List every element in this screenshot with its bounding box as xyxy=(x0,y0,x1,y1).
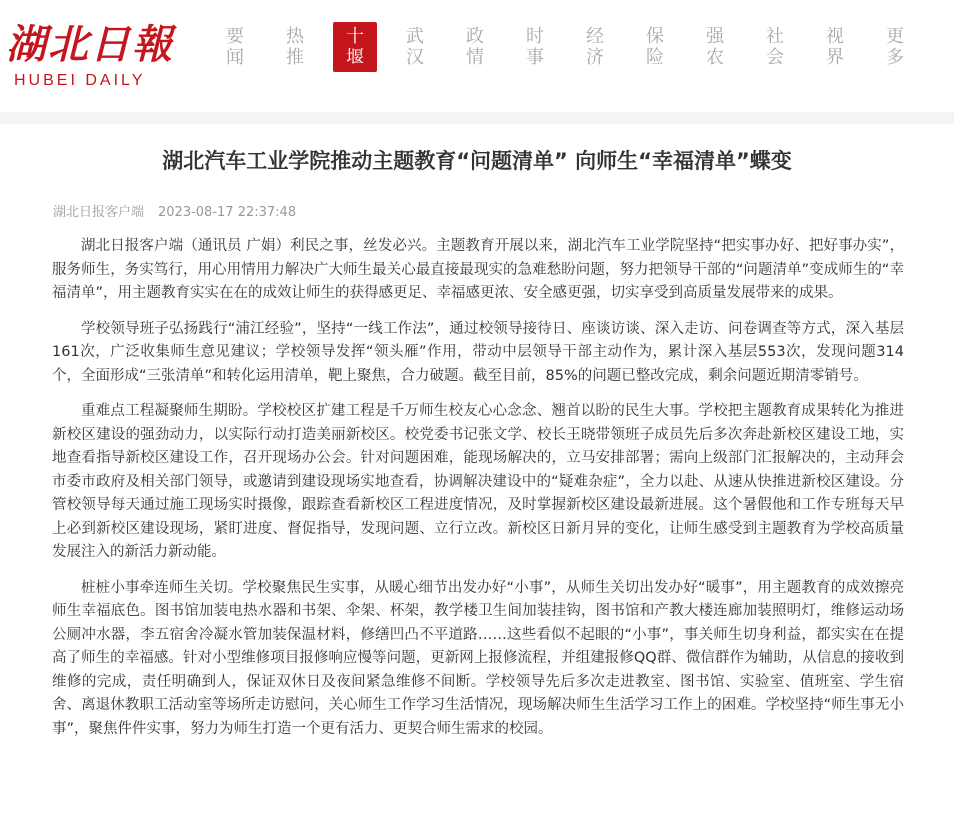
logo-english-text: HUBEI DAILY xyxy=(14,72,146,89)
nav-item-retui[interactable]: 热 推 xyxy=(286,26,304,68)
nav-item-shishi[interactable]: 时 事 xyxy=(526,26,544,68)
nav-item-shiyan[interactable]: 十 堰 xyxy=(333,22,377,72)
nav-item-zhengqing[interactable]: 政 情 xyxy=(466,26,484,68)
nav-item-yaowen[interactable]: 要 闻 xyxy=(226,26,244,68)
article-paragraph: 桩桩小事牵连师生关切。学校聚焦民生实事，从暖心细节出发办好“小事”，从师生关切出发办好“暖事”，用主题教育的成效擦亮师生幸福底色。图书馆加装电热水器和书架、伞架、杯架，教学楼卫生间加装挂钩，图书馆和产教大楼连廊加装照明灯，维修运动场公厕冲水器，李五宿舍冷凝水管加装保温材料，修缮凹凸不平道路……这些看似不起眼的“小事”，事关师生切身利益，都实实在在提高了师生的幸福感。针对小型维修项目报修响应慢等问题，更新网上报修流程，并组建报修QQ群、微信群作为辅助，从信息的接收到维修的完成，责任明确到人，保证双休日及夜间紧急维修不间断。学校领导先后多次走进教室、图书馆、实验室、值班室、学生宿舍、离退休教职工活动室等场所走访慰问，关心师生工作学习生活情况，现场解决师生生活学习工作上的困难。学校坚持“师生事无小事”，聚焦件件实事，努力为师生打造一个更有活力、更契合师生需求的校园。 xyxy=(52,579,904,737)
article-paragraph: 学校领导班子弘扬践行“浦江经验”，坚持“一线工作法”，通过校领导接待日、座谈访谈、深入走访、问卷调查等方式，深入基层161次，广泛收集师生意见建议；学校领导发挥“领头雁”作用，带动中层领导干部主动作为，累计深入基层553次，发现问题314个，全面形成“三张清单”和转化运用清单，靶上聚焦，合力破题。截至目前，85%的问题已整改完成，剩余问题近期清零销号。 xyxy=(52,320,904,384)
nav-item-wuhan[interactable]: 武 汉 xyxy=(406,26,424,68)
site-logo[interactable] xyxy=(6,10,174,100)
article-source: 湖北日报客户端 xyxy=(53,205,145,220)
article-paragraph: 湖北日报客户端（通讯员 广娟）利民之事，丝发必兴。主题教育开展以来，湖北汽车工业学院坚持“把实事办好、把好事办实”，服务师生，务实笃行，用心用情用力解决广大师生最关心最直接最现实的急难愁盼问题，努力把领导干部的“问题清单”变成师生的“幸福清单”，用主题教育实实在在的成效让师生的获得感更足、幸福感更浓、安全感更强，切实享受到高质量发展带来的成果。 xyxy=(52,238,904,301)
article-body xyxy=(52,235,904,753)
nav-item-qiangnong[interactable]: 强 农 xyxy=(706,26,724,68)
nav-item-gengduo[interactable]: 更 多 xyxy=(886,26,904,68)
article-title: 湖北汽车工业学院推动主题教育“问题清单” 向师生“幸福清单”蝶变 xyxy=(162,149,792,173)
article-datetime: 2023-08-17 22:37:48 xyxy=(158,205,297,220)
article-meta xyxy=(53,201,296,220)
logo-chinese-text: 湖北日報 xyxy=(6,21,174,68)
nav-item-shijie[interactable]: 视 界 xyxy=(826,26,844,68)
nav-item-shehui[interactable]: 社 会 xyxy=(766,26,784,68)
article-paragraph: 重难点工程凝聚师生期盼。学校校区扩建工程是千万师生校友心心念念、翘首以盼的民生大事。学校把主题教育成果转化为推进新校区建设的强劲动力，以实际行动打造美丽新校区。校党委书记张文学、校长王晓带领班子成员先后多次奔赴新校区建设工地，实地查看指导新校区建设工作，召开现场办公会。针对问题困难，能现场解决的，立马安排部署；需向上级部门汇报解决的，主动拜会市委市政府及相关部门领导，或邀请到建设现场实地查看，协调解决建设中的“疑难杂症”，全力以赴、从速从快推进新校区建设。分管校领导每天通过施工现场实时摄像，跟踪查看新校区工程进度情况，及时掌握新校区建设最新进展。这个暑假他和工作专班每天早上必到新校区建设现场，紧盯进度、督促指导，发现问题、立行立改。新校区日新月异的变化，让师生感受到主题教育为学校高质量发展注入的新活力新动能。 xyxy=(52,403,904,560)
article-card xyxy=(0,124,954,827)
nav-item-baoxian[interactable]: 保 险 xyxy=(646,26,664,68)
site-header xyxy=(0,0,954,112)
nav-item-jingji[interactable]: 经 济 xyxy=(586,26,604,68)
